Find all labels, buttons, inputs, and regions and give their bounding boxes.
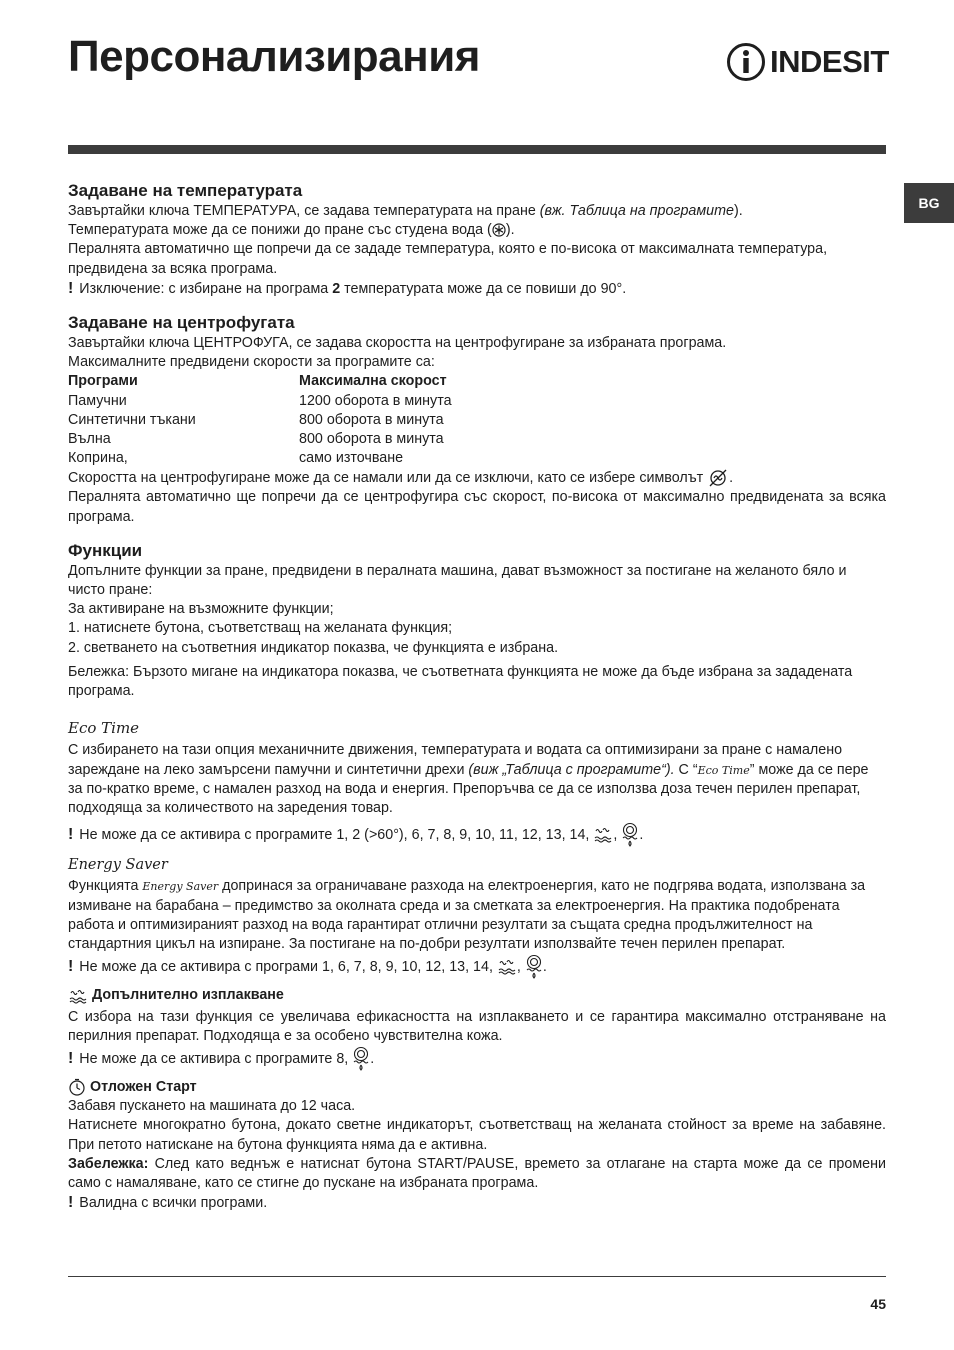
spin-paragraph-2: Максималните предвидени скорости за програмите са:	[68, 354, 435, 371]
table-cell: само източване	[299, 450, 404, 467]
temperature-paragraph-3: Пералнята автоматично ще попречи да се зададе температура, която е по-висока от максималната температура, предвидена за всяка програма.	[68, 241, 828, 277]
eco-time-warning: ! Не може да се активира с програмите 1, 2 (>60°), 6, 7, 8, 9, 10, 11, 12, 13, 14, , .	[68, 822, 886, 848]
hand-wash-icon	[621, 822, 639, 848]
hand-wash-icon	[525, 954, 543, 980]
section-heading-temperature: Задаване на температурата	[68, 181, 303, 200]
spin-speed-table	[68, 372, 886, 468]
brand-logo-text: INDESIT	[770, 44, 889, 79]
section-heading-functions: Функции	[68, 540, 143, 560]
eco-time-label: Eco Time	[68, 719, 140, 738]
functions-note: Бележка: Бързото мигане на индикатора показва, че съответната функцията не може да бъде избрана за зададената програма.	[68, 663, 853, 700]
energy-saver-label: Energy Saver	[68, 857, 168, 874]
footer-divider	[68, 1276, 886, 1277]
page-number: 45	[870, 1296, 886, 1312]
energy-saver-paragraph: Функцията Energy Saver допринася за ограничаване разхода на електроенергия, като не подгрява водата, използвана за измиване на барабана – предимство за околната среда и за сметката за електроенергия. На практика подобрената работа и оптимизираният разход на вода гарантират отлични резултати за същата средна продължителност на стандартния цикъл на изпиране. За постигане на по-добри резултати използвайте течен перилен препарат.	[68, 878, 866, 953]
spin-paragraph-1: Завъртайки ключа ЦЕНТРОФУГА, се задава скоростта на центрофугиране за избраната програма.	[68, 335, 727, 352]
extra-rinse-icon	[68, 987, 88, 1005]
delay-start-valid: ! Валидна с всички програми.	[68, 1194, 268, 1212]
extra-rinse-warning: ! Не може да се активира с програмите 8, .	[68, 1046, 886, 1072]
energy-saver-warning: ! Не може да се активира с програми 1, 6, 7, 8, 9, 10, 12, 13, 14, , .	[68, 954, 886, 980]
snowflake-icon	[492, 223, 506, 237]
functions-step-2: 2. светването на съответния индикатор показва, че функцията е избрана.	[68, 639, 559, 656]
table-cell: Вълна	[68, 431, 111, 448]
extra-rinse-heading: Допълнително изплакване	[68, 986, 886, 1005]
table-cell: 1200 оборота в минута	[299, 392, 452, 409]
functions-step-1: 1. натиснете бутона, съответстващ на желаната функция;	[68, 620, 453, 637]
temperature-paragraph-2: Температурата може да се понижи до пране със студена вода ( ).	[68, 222, 515, 239]
eco-time-paragraph: С избирането на тази опция механичните движения, температурата и водата са оптимизирани за пране с намалено зареждане на леко замърсени памучни и синтетични дрехи (виж „Таблица с програмите“). С “Eco Time” може да се пере за по-кратко време, с намален разход на вода и енергия. Препоръчва се да се използва доза течен перилен препарат, подходяща за количеството на заредения товар.	[68, 742, 869, 817]
hand-wash-icon	[352, 1046, 370, 1072]
spin-paragraph-3: Скоростта на центрофугиране може да се намали или да се изключи, като се избере символът .	[68, 468, 886, 488]
table-cell: 800 оборота в минута	[299, 411, 444, 428]
delay-start-note: Забележка: След като веднъж е натиснат бутона START/PAUSE, времето за отлагане на старта може да се промени само с намаляване, като се стигне до пускане на избраната програма.	[68, 1155, 886, 1191]
brand-logo	[726, 40, 888, 84]
page-title: Персонализирания	[68, 32, 480, 81]
delay-start-paragraph-1: Забавя пускането на машината до 12 часа.	[68, 1098, 356, 1115]
functions-paragraph-2: За активиране на възможните функции;	[68, 601, 334, 618]
language-tab: BG	[904, 183, 954, 223]
section-heading-spin: Задаване на центрофугата	[68, 313, 295, 333]
extra-rinse-icon	[593, 825, 613, 845]
table-header-max-speed: Максимална скорост	[299, 373, 447, 390]
table-cell: Синтетични тъкани	[68, 411, 196, 428]
delay-start-heading: Отложен Старт	[68, 1078, 886, 1097]
table-cell: Коприна,	[68, 450, 128, 467]
header-divider	[68, 145, 886, 154]
functions-paragraph-1: Допълните функции за пране, предвидени в пералната машина, дават възможност за постигане на желаното бяло и чисто пране:	[68, 562, 847, 599]
temperature-exception: ! Изключение: с избиране на програма 2 температурата може да се повиши до 90°.	[68, 279, 627, 297]
brand-logo-icon	[726, 42, 766, 82]
delay-start-paragraph-2: Натиснете многократно бутона, докато светне индикаторът, съответстващ на желаната стойност за време на забавяне. При петото натискане на бутона функцията няма да е активна.	[68, 1117, 886, 1153]
no-spin-icon	[707, 468, 729, 488]
table-cell: Памучни	[68, 392, 127, 409]
temperature-paragraph-1: Завъртайки ключа ТЕМПЕРАТУРА, се задава температурата на пране (вж. Таблица на програмите).	[68, 203, 743, 219]
clock-icon	[68, 1078, 86, 1096]
main-content	[68, 180, 886, 1213]
spin-paragraph-4: Пералнята автоматично ще попречи да се центрофугира със скорост, по-висока от максимално предвидената за всяка програма.	[68, 489, 886, 525]
table-cell: 800 оборота в минута	[299, 431, 444, 448]
extra-rinse-paragraph: С избора на тази функция се увеличава ефикасността на изплакването и се гарантира максимално отстраняване на перилния препарат. Подходяща е за особено чувствителна кожа.	[68, 1008, 886, 1044]
table-header-programs: Програми	[68, 373, 138, 390]
extra-rinse-icon	[497, 957, 517, 977]
